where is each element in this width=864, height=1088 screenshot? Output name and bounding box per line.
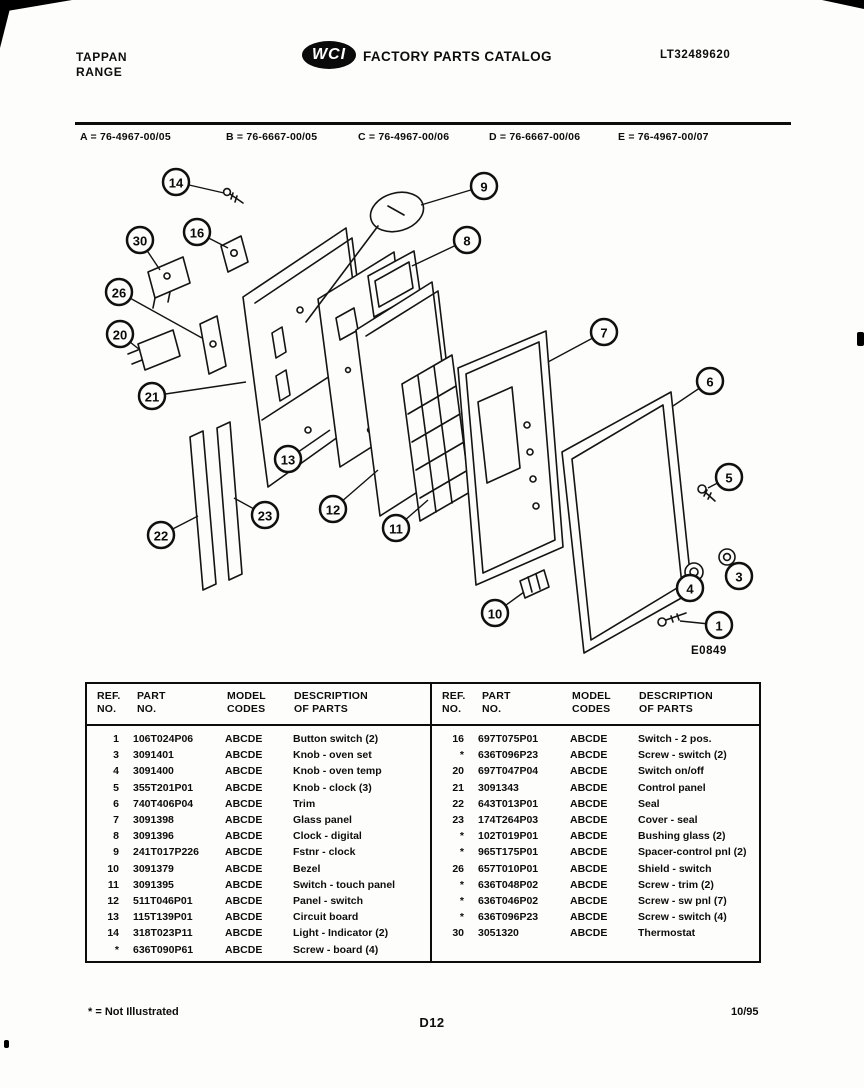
callout-number: 30 — [132, 233, 148, 249]
table-row — [442, 828, 759, 844]
table-cell: 3051320 — [478, 927, 519, 940]
table-cell: Glass panel — [293, 814, 352, 827]
scan-artifact — [857, 332, 864, 346]
table-cell: 3091400 — [133, 765, 174, 778]
table-cell: 3 — [113, 749, 119, 762]
brand-line1: TAPPAN — [76, 50, 128, 64]
table-row — [442, 780, 759, 796]
table-cell: * — [459, 749, 464, 762]
table-cell: ABCDE — [570, 862, 608, 875]
column-header-description: DESCRIPTION OF PARTS — [294, 690, 368, 715]
callout-number: 4 — [686, 581, 694, 597]
table-body-left — [87, 726, 430, 958]
table-cell: Screw - board (4) — [293, 943, 379, 956]
table-cell: Screw - switch (4) — [638, 911, 727, 924]
table-cell: Panel - switch — [293, 894, 364, 907]
table-row — [442, 731, 759, 747]
callout-number: 9 — [480, 179, 488, 195]
table-row — [97, 763, 430, 779]
table-cell: Spacer-control pnl (2) — [638, 846, 747, 859]
table-cell: 7 — [113, 814, 119, 827]
table-cell: 21 — [452, 781, 464, 794]
figure-code: E0849 — [691, 645, 727, 657]
table-cell: ABCDE — [570, 765, 608, 778]
callout-number: 23 — [257, 508, 273, 524]
scan-artifact — [4, 1040, 9, 1048]
table-cell: 355T201P01 — [133, 781, 194, 794]
table-cell: 636T048P02 — [478, 878, 539, 891]
table-cell: ABCDE — [225, 911, 263, 924]
column-header-part: PART NO. — [482, 690, 511, 715]
table-cell: ABCDE — [225, 830, 263, 843]
table-cell: Thermostat — [638, 927, 696, 940]
table-cell: ABCDE — [570, 830, 608, 843]
callout-number: 21 — [144, 389, 160, 405]
callout-number: 16 — [189, 225, 205, 241]
table-cell: Shield - switch — [638, 862, 712, 875]
table-cell: 636T096P23 — [478, 749, 539, 762]
table-cell: Screw - trim (2) — [638, 878, 714, 891]
model-code-c: C = 76-4967-00/06 — [358, 131, 450, 143]
column-header-model: MODEL CODES — [227, 690, 266, 715]
callout-number: 20 — [112, 327, 128, 343]
table-row — [97, 925, 430, 941]
table-cell: Knob - oven temp — [293, 765, 382, 778]
table-row — [97, 844, 430, 860]
table-row — [442, 877, 759, 893]
table-cell: 14 — [107, 927, 119, 940]
table-cell: 174T264P03 — [478, 814, 539, 827]
callout-number: 22 — [153, 528, 169, 544]
table-row — [97, 796, 430, 812]
table-cell: 23 — [452, 814, 464, 827]
table-cell: Button switch (2) — [293, 733, 379, 746]
table-cell: ABCDE — [225, 765, 263, 778]
column-header-ref: REF. NO. — [97, 690, 121, 715]
column-header-part: PART NO. — [137, 690, 166, 715]
table-cell: 26 — [452, 862, 464, 875]
brand-line2: RANGE — [76, 65, 123, 79]
model-code-d: D = 76-6667-00/06 — [489, 131, 581, 143]
table-cell: 6 — [113, 797, 119, 810]
table-cell: 13 — [107, 911, 119, 924]
callout-number: 5 — [725, 470, 733, 486]
table-cell: 3091398 — [133, 814, 174, 827]
table-cell: * — [459, 830, 464, 843]
table-body-right — [432, 726, 759, 941]
table-row — [97, 747, 430, 763]
table-cell: * — [459, 911, 464, 924]
table-cell: 697T075P01 — [478, 733, 539, 746]
table-cell: ABCDE — [225, 862, 263, 875]
callout-leader-line — [152, 382, 246, 396]
callout-number: 8 — [463, 233, 471, 249]
table-cell: Fstnr - clock — [293, 846, 356, 859]
table-cell: ABCDE — [570, 749, 608, 762]
table-row — [97, 861, 430, 877]
callout-number: 26 — [111, 285, 127, 301]
table-cell: ABCDE — [570, 894, 608, 907]
table-cell: Control panel — [638, 781, 706, 794]
table-cell: * — [459, 878, 464, 891]
table-row — [97, 828, 430, 844]
model-code-a: A = 76-4967-00/05 — [80, 131, 171, 143]
table-cell: 30 — [452, 927, 464, 940]
table-row — [442, 861, 759, 877]
brand-name — [76, 50, 127, 80]
revision-date: 10/95 — [731, 1006, 759, 1018]
table-cell: 106T024P06 — [133, 733, 194, 746]
wci-logo — [302, 41, 356, 69]
table-cell: Trim — [293, 797, 316, 810]
table-row — [442, 763, 759, 779]
callout-number: 3 — [735, 569, 743, 585]
table-row — [97, 941, 430, 957]
table-row — [97, 812, 430, 828]
table-cell: ABCDE — [225, 814, 263, 827]
table-cell: ABCDE — [225, 733, 263, 746]
table-cell: 11 — [107, 878, 119, 891]
not-illustrated-note: * = Not Illustrated — [88, 1006, 179, 1018]
table-cell: Switch - touch panel — [293, 878, 396, 891]
table-header-right — [432, 684, 759, 726]
table-row — [97, 780, 430, 796]
table-cell: 3091379 — [133, 862, 174, 875]
table-cell: 1 — [113, 733, 119, 746]
column-header-description: DESCRIPTION OF PARTS — [639, 690, 713, 715]
callout-number: 11 — [389, 521, 403, 537]
table-cell: 636T046P02 — [478, 894, 539, 907]
table-row — [442, 812, 759, 828]
table-cell: ABCDE — [225, 797, 263, 810]
table-row — [97, 877, 430, 893]
table-cell: * — [459, 846, 464, 859]
table-cell: Screw - sw pnl (7) — [638, 894, 727, 907]
table-row — [442, 796, 759, 812]
callout-number: 1 — [715, 618, 723, 634]
table-cell: 657T010P01 — [478, 862, 539, 875]
table-header-left — [87, 684, 430, 726]
table-cell: 12 — [107, 894, 119, 907]
table-cell: 643T013P01 — [478, 797, 539, 810]
column-header-model: MODEL CODES — [572, 690, 611, 715]
callout-number: 13 — [280, 452, 296, 468]
parts-table — [85, 682, 761, 963]
model-codes-line — [0, 131, 864, 147]
table-cell: ABCDE — [225, 749, 263, 762]
model-code-e: E = 76-4967-00/07 — [618, 131, 709, 143]
table-cell: 4 — [113, 765, 119, 778]
callout-number: 6 — [706, 374, 714, 390]
table-cell: 9 — [113, 846, 119, 859]
callout-number: 10 — [487, 606, 503, 622]
table-cell: ABCDE — [225, 943, 263, 956]
parts-table-left — [87, 684, 432, 961]
table-cell: Knob - oven set — [293, 749, 372, 762]
table-cell: ABCDE — [225, 781, 263, 794]
table-cell: ABCDE — [570, 878, 608, 891]
table-cell: ABCDE — [570, 733, 608, 746]
table-cell: Knob - clock (3) — [293, 781, 372, 794]
table-cell: * — [114, 943, 119, 956]
table-cell: ABCDE — [570, 814, 608, 827]
table-cell: 3091395 — [133, 878, 174, 891]
table-cell: Cover - seal — [638, 814, 698, 827]
table-cell: * — [459, 894, 464, 907]
table-cell: 636T090P61 — [133, 943, 194, 956]
table-cell: 5 — [113, 781, 119, 794]
table-row — [442, 909, 759, 925]
table-cell: 740T406P04 — [133, 797, 194, 810]
callout-number: 14 — [168, 175, 184, 191]
header-divider — [75, 122, 791, 125]
table-cell: 318T023P11 — [133, 927, 193, 940]
table-row — [97, 731, 430, 747]
table-cell: 10 — [107, 862, 119, 875]
table-cell: ABCDE — [570, 781, 608, 794]
table-row — [442, 747, 759, 763]
model-code-b: B = 76-6667-00/05 — [226, 131, 318, 143]
table-cell: Circuit board — [293, 911, 359, 924]
table-cell: ABCDE — [570, 911, 608, 924]
table-cell: ABCDE — [570, 797, 608, 810]
table-cell: ABCDE — [570, 846, 608, 859]
wci-logo-text: WCI — [311, 46, 347, 63]
document-number: LT32489620 — [660, 49, 731, 61]
table-cell: ABCDE — [225, 927, 263, 940]
page-number: D12 — [419, 1015, 445, 1030]
table-cell: Light - Indicator (2) — [293, 927, 389, 940]
table-cell: Switch on/off — [638, 765, 704, 778]
table-cell: Screw - switch (2) — [638, 749, 727, 762]
table-cell: 20 — [452, 765, 464, 778]
column-header-ref: REF. NO. — [442, 690, 466, 715]
table-cell: ABCDE — [225, 846, 263, 859]
callout-number: 7 — [600, 325, 608, 341]
table-row — [442, 844, 759, 860]
catalog-title: FACTORY PARTS CATALOG — [363, 49, 552, 64]
table-cell: 115T139P01 — [133, 911, 193, 924]
table-cell: Clock - digital — [293, 830, 362, 843]
table-cell: 241T017P226 — [133, 846, 199, 859]
table-cell: 8 — [113, 830, 119, 843]
table-cell: ABCDE — [225, 894, 263, 907]
table-row — [97, 893, 430, 909]
table-cell: Bezel — [293, 862, 321, 875]
table-cell: 697T047P04 — [478, 765, 539, 778]
table-cell: 16 — [452, 733, 464, 746]
table-cell: ABCDE — [570, 927, 608, 940]
table-cell: Seal — [638, 797, 660, 810]
table-cell: 3091396 — [133, 830, 174, 843]
callout-number: 12 — [325, 502, 341, 518]
table-cell: 3091343 — [478, 781, 519, 794]
table-row — [442, 925, 759, 941]
table-cell: Switch - 2 pos. — [638, 733, 712, 746]
table-cell: 511T046P01 — [133, 894, 193, 907]
table-cell: 22 — [452, 797, 464, 810]
table-cell: ABCDE — [225, 878, 263, 891]
table-row — [97, 909, 430, 925]
table-cell: 965T175P01 — [478, 846, 539, 859]
table-cell: Bushing glass (2) — [638, 830, 726, 843]
table-cell: 636T096P23 — [478, 911, 539, 924]
table-cell: 102T019P01 — [478, 830, 539, 843]
table-row — [442, 893, 759, 909]
table-cell: 3091401 — [133, 749, 174, 762]
parts-table-right — [432, 684, 759, 961]
